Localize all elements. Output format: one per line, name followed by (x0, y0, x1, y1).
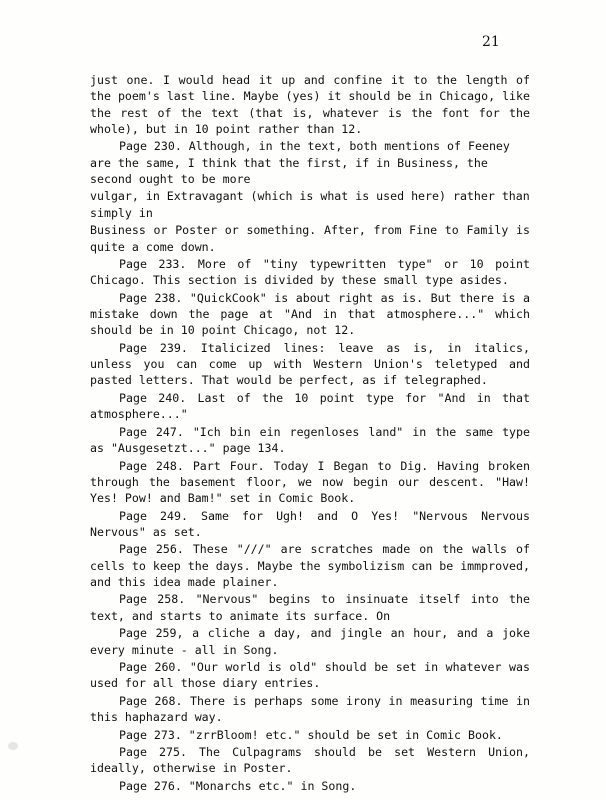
paragraph-page-256: Page 256. These "///" are scratches made on the walls of cells to keep the days. Maybe the symbolizism can be immproved, and this idea made plainer. (90, 542, 530, 589)
paragraph-page-259: Page 259, a cliche a day, and jingle an hour, and a joke every minute - all in Song. (90, 626, 530, 657)
paragraph-page-273: Page 273. "zrrBloom! etc." should be set in Comic Book. (119, 727, 503, 742)
paragraph-continuation: just one. I would head it up and confine it to the length of the poem's last line. Maybe (yes) it should be in Chicago, like the rest of the text (that is, whatever is the font for the whole), but in 10 point rather than 12. (90, 73, 530, 136)
paragraph-page-230: Page 230. Although, in the text, both mentions of Feeney are the same, I think that the first, if in Business, the second ought to be more (90, 139, 510, 186)
paragraph-page-247: Page 247. "Ich bin ein regenloses land" in the same type as "Ausgesetzt..." page 134. (90, 424, 530, 456)
paper-smudge (8, 742, 18, 750)
paragraph-page-258: Page 258. "Nervous" begins to insinuate itself into the text, and starts to animate its surface. On (90, 592, 530, 623)
paragraph-page-276: Page 276. "Monarchs etc." in Song. (119, 778, 357, 793)
paragraph-page-230-line-2: vulgar, in Extravagant (which is what is used here) rather than simply in (90, 189, 530, 220)
paragraph-page-238: Page 238. "QuickCook" is about right as is. But there is a mistake down the page at "And in that atmosphere..." which should be in 10 point Chicago, not 12. (90, 290, 530, 338)
paragraph-page-268: Page 268. There is perhaps some irony in measuring time in this haphazard way. (90, 693, 530, 725)
paragraph-page-275: Page 275. The Culpagrams should be set Western Union, ideally, otherwise in Poster. (90, 745, 530, 776)
paragraph-page-240: Page 240. Last of the 10 point type for "And in that atmosphere..." (90, 390, 530, 422)
document-body (90, 72, 530, 795)
paragraph-page-260: Page 260. "Our world is old" should be set in whatever was used for all those diary entries. (90, 660, 530, 691)
paragraph-page-233: Page 233. More of "tiny typewritten type" or 10 point Chicago. This section is divided by these small type asides. (90, 257, 530, 288)
paragraph-page-230-line-3: Business or Poster or something. After, from Fine to Family is quite a come down. (90, 223, 530, 254)
page-number: 21 (482, 34, 500, 50)
paragraph-page-249: Page 249. Same for Ugh! and O Yes! "Nervous Nervous Nervous" as set. (90, 508, 530, 539)
paragraph-page-248: Page 248. Part Four. Today I Began to Dig. Having broken through the basement floor, we now begin our descent. "Haw! Yes! Pow! and Bam!" set in Comic Book. (90, 458, 530, 506)
paragraph-page-239: Page 239. Italicized lines: leave as is, in italics, unless you can come up with Western Union's teletyped and pasted letters. That would be perfect, as if telegraphed. (90, 340, 530, 388)
